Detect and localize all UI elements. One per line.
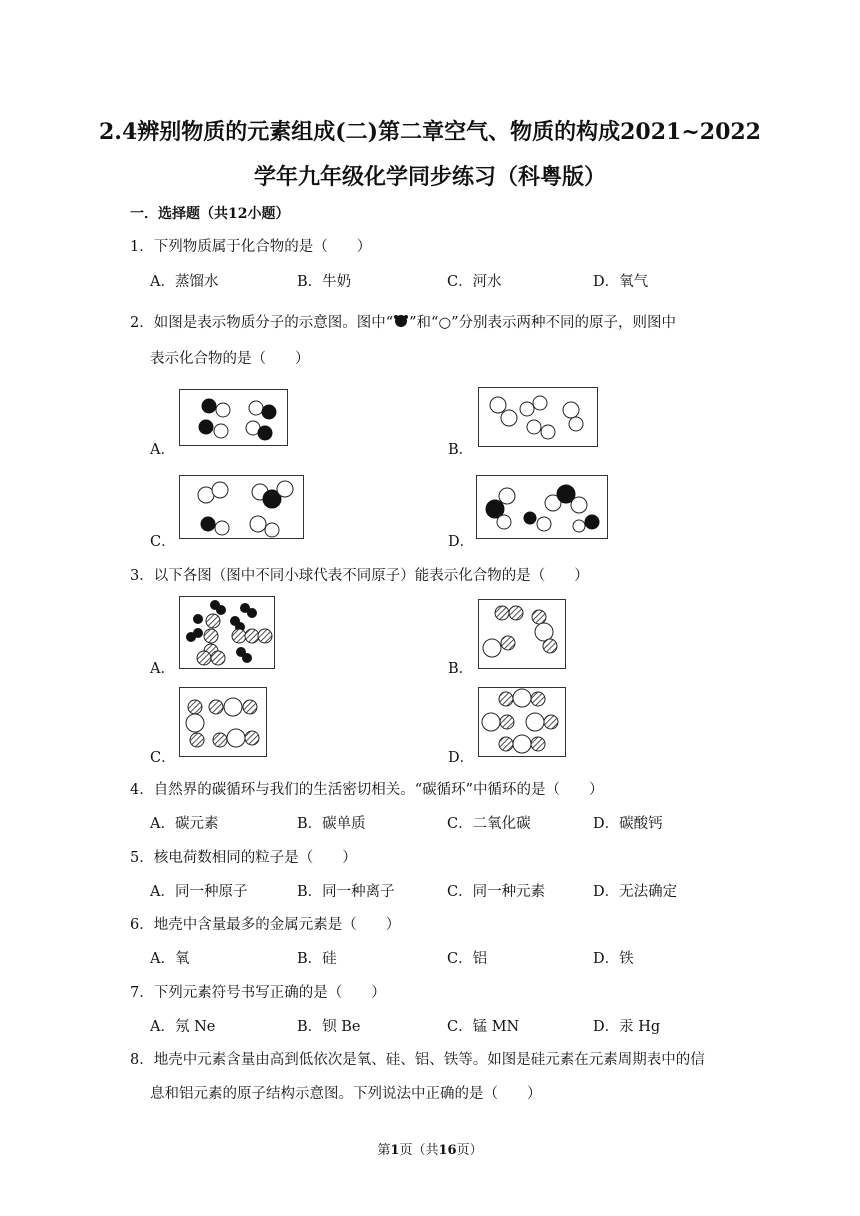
question-7-option-a: A．氖 Ne xyxy=(150,1019,216,1035)
question-4-option-a: A．碳元素 xyxy=(150,816,219,832)
question-3-figure-c xyxy=(179,687,267,757)
question-3-option-a: A． xyxy=(150,661,175,677)
question-7-stem: 7．下列元素符号书写正确的是（ ） xyxy=(130,985,386,1001)
question-2-option-d: D． xyxy=(448,534,475,550)
question-1-option-b: B．牛奶 xyxy=(297,274,352,290)
question-1-option-c: C．河水 xyxy=(447,274,502,290)
section-heading: 一．选择题（共12小题） xyxy=(130,206,290,222)
question-7-option-b: B．钡 Be xyxy=(297,1019,361,1035)
question-3-figure-b xyxy=(478,599,566,669)
question-6-option-a: A．氧 xyxy=(150,951,190,967)
question-2-figure-a xyxy=(179,389,288,446)
footer-page-number: 1 xyxy=(390,1143,400,1158)
question-4-option-d: D．碳酸钙 xyxy=(593,816,663,832)
question-5-option-a: A．同一种原子 xyxy=(150,884,248,900)
question-7-option-d: D．汞 Hg xyxy=(593,1019,661,1035)
question-7-option-c: C．锰 MN xyxy=(447,1019,520,1035)
question-4-stem: 4．自然界的碳循环与我们的生活密切相关。“碳循环”中循环的是（ ） xyxy=(130,782,604,798)
question-2-stem-line2: 表示化合物的是（ ） xyxy=(150,351,310,367)
footer-suffix: 页） xyxy=(456,1143,483,1158)
question-4-option-c: C．二氧化碳 xyxy=(447,816,531,832)
question-2-figure-d xyxy=(476,475,608,539)
question-3-figure-a xyxy=(179,596,275,669)
question-5-option-b: B．同一种离子 xyxy=(297,884,395,900)
question-4-option-b: B．碳单质 xyxy=(297,816,366,832)
question-3-option-b: B． xyxy=(448,661,474,677)
question-5-option-d: D．无法确定 xyxy=(593,884,678,900)
document-title-line1: 2.4辨别物质的元素组成(二)第二章空气、物质的构成2021~2022 xyxy=(99,119,761,145)
footer-middle: 页（共 xyxy=(399,1143,439,1158)
question-2-figure-c xyxy=(179,475,304,539)
question-3-stem: 3．以下各图（图中不同小球代表不同原子）能表示化合物的是（ ） xyxy=(130,568,589,584)
question-5-stem: 5．核电荷数相同的粒子是（ ） xyxy=(130,850,357,866)
page-footer xyxy=(0,1139,860,1158)
question-6-option-c: C．铝 xyxy=(447,951,488,967)
document-title-line2: 学年九年级化学同步练习（科粤版） xyxy=(253,164,606,190)
question-2-stem-line1 xyxy=(130,311,676,332)
question-6-option-d: D．铁 xyxy=(593,951,634,967)
question-2-stem-part1: 2．如图是表示物质分子的示意图。图中“ xyxy=(130,315,394,331)
question-1-stem: 1．下列物质属于化合物的是（ ） xyxy=(130,239,372,255)
question-2-option-b: B． xyxy=(448,442,474,458)
black-atom-icon xyxy=(393,314,409,328)
question-1-option-d: D．氧气 xyxy=(593,274,649,290)
question-3-figure-d xyxy=(478,687,566,757)
question-8-stem-line1: 8．地壳中元素含量由高到低依次是氧、硅、铝、铁等。如图是硅元素在元素周期表中的信 xyxy=(130,1052,705,1068)
question-6-stem: 6．地壳中含量最多的金属元素是（ ） xyxy=(130,917,401,933)
footer-prefix: 第 xyxy=(377,1143,391,1158)
question-2-option-a: A． xyxy=(150,442,175,458)
question-3-option-d: D． xyxy=(448,750,475,766)
question-8-stem-line2: 息和铝元素的原子结构示意图。下列说法中正确的是（ ） xyxy=(150,1086,542,1102)
question-2-option-c: C． xyxy=(150,534,176,550)
question-2-figure-b xyxy=(478,387,598,447)
question-1-option-a: A．蒸馏水 xyxy=(150,274,219,290)
question-3-option-c: C． xyxy=(150,750,176,766)
question-5-option-c: C．同一种元素 xyxy=(447,884,546,900)
question-6-option-b: B．硅 xyxy=(297,951,337,967)
question-2-stem-part2: ”和“○”分别表示两种不同的原子，则图中 xyxy=(409,315,677,331)
footer-total-pages: 16 xyxy=(438,1143,457,1158)
